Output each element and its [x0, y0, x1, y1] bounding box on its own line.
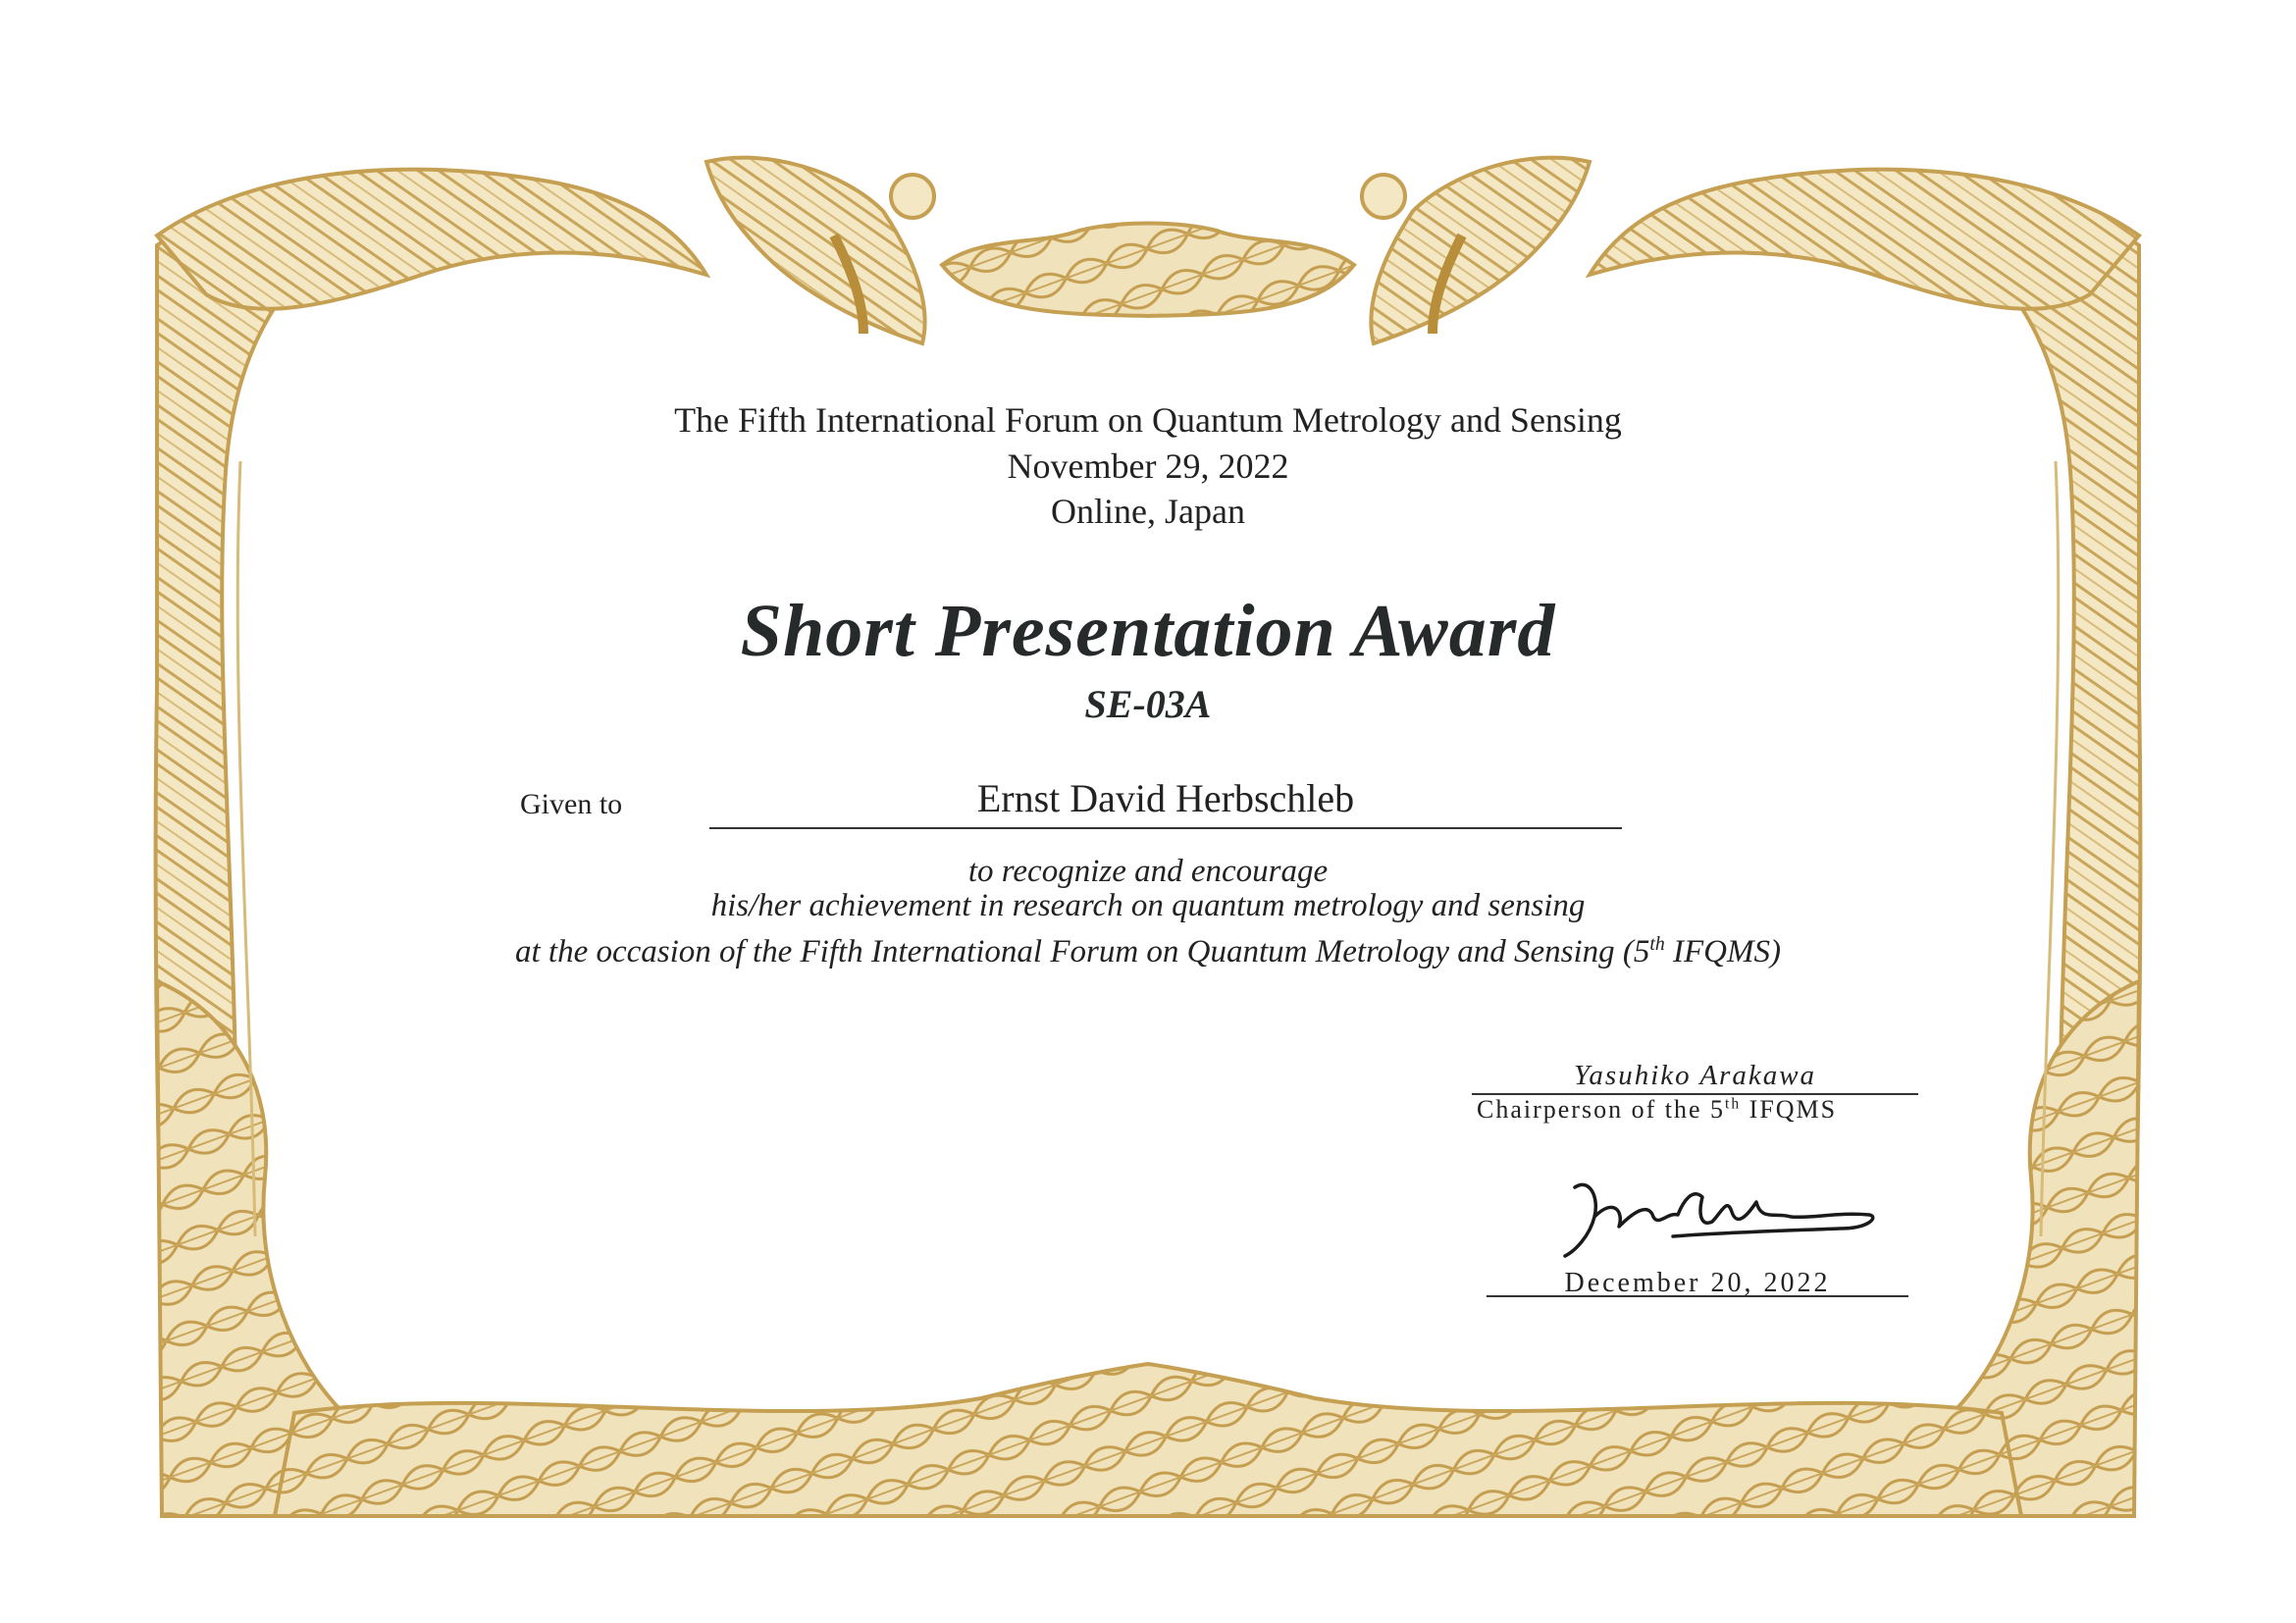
signatory-role: [1477, 1095, 1837, 1125]
citation-line-3-prefix: at the occasion of the Fifth International Forum on Quantum Metrology and Sensing (5: [515, 934, 1650, 969]
signatory-role-suffix: IFQMS: [1741, 1095, 1838, 1124]
event-name: The Fifth International Forum on Quantum Metrology and Sensing: [674, 400, 1622, 440]
citation-line-3: [0, 924, 2296, 971]
signatory-role-prefix: Chairperson of the 5: [1477, 1095, 1726, 1124]
event-date: November 29, 2022: [1007, 446, 1289, 486]
event-location: Online, Japan: [1051, 492, 1245, 531]
award-title: Short Presentation Award: [740, 590, 1556, 672]
signatory-name: Yasuhiko Arakawa: [1573, 1060, 1817, 1091]
signature-date-underline: [1487, 1295, 1908, 1297]
citation-line-1: to recognize and encourage: [967, 854, 1329, 889]
award-code: SE-03A: [1084, 682, 1212, 726]
citation-line-3-sup: th: [1649, 933, 1665, 955]
signatory-role-sup: th: [1725, 1095, 1742, 1113]
recipient-underline: [709, 827, 1622, 829]
recipient-name: Ernst David Herbschleb: [976, 776, 1355, 820]
citation-line-2: his/her achievement in research on quantum metrology and sensing: [710, 888, 1586, 923]
handwritten-signature: [1555, 1158, 1889, 1266]
signature-date: December 20, 2022: [1564, 1268, 1831, 1298]
citation-line-3-suffix: IFQMS): [1664, 934, 1781, 969]
given-to-label: Given to: [520, 788, 623, 820]
